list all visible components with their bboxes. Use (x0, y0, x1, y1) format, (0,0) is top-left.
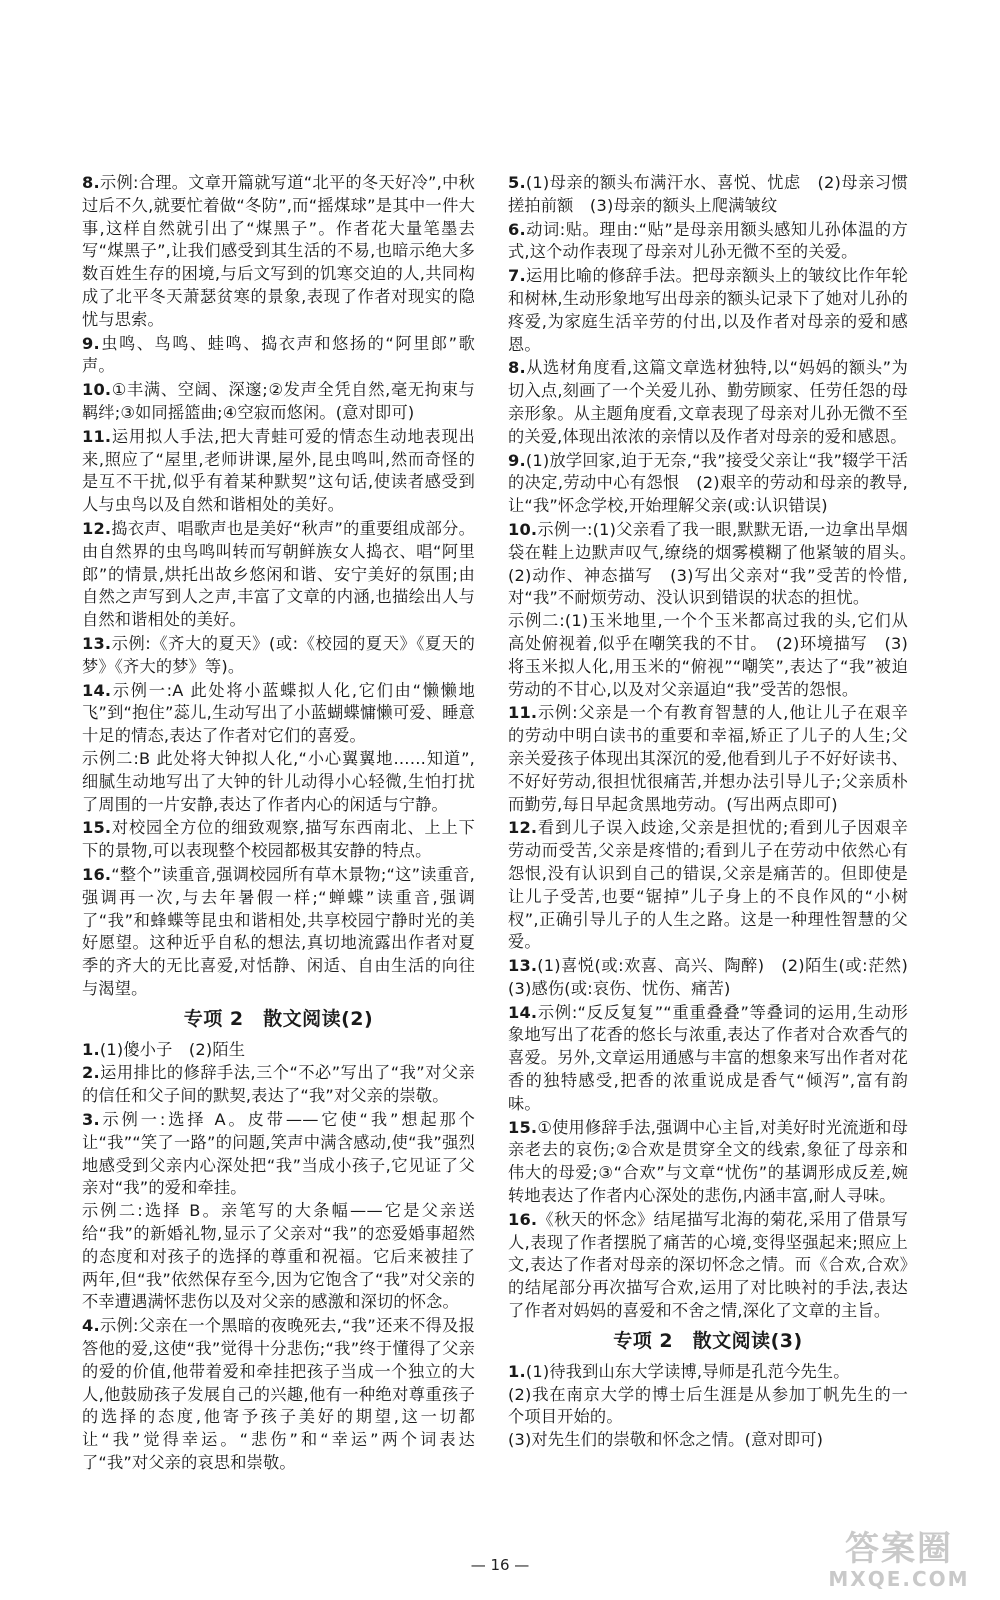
answer-text: 运用比喻的修辞手法。把母亲额头上的皱纹比作年轮和树林,生动形象地写出母亲的额头记录下了她对儿孙的疼爱,为家庭生活辛劳的付出,以及作者对母亲的爱和感恩。 (508, 266, 908, 354)
answer-sub-text: (2)我在南京大学的博士后生涯是从参加丁帆先生的一个项目开始的。 (508, 1384, 908, 1427)
answer-text: ①丰满、空阔、深邃;②发声全凭自然,毫无拘束与羁绊;③如同摇篮曲;④空寂而悠闲。(意对即可) (82, 380, 475, 422)
answer-sub-text: 示例二:选择 B。亲笔写的大条幅——它是父亲送给“我”的新婚礼物,显示了父亲对“我”的恋爱婚事超然的态度和对孩子的选择的尊重和祝福。它后来被挂了两年,但“我”依然保存至今,因为它饱含了“我”对父亲的不幸遭遇满怀悲伤以及对父亲的感激和深切的怀念。 (82, 1201, 475, 1312)
answer-item (82, 633, 475, 679)
answer-number: 7. (508, 266, 526, 286)
answer-text: (1)待我到山东大学读博,导师是孔范今先生。 (525, 1361, 850, 1381)
answer-text: (1)放学回家,迫于无奈,“我”接受父亲让“我”辍学干活的决定,劳动中心有怨恨 (2)艰辛的劳动和母亲的教导,让“我”怀念学校,开始理解父亲(或:认识错误) (508, 450, 908, 516)
answer-number: 14. (508, 1002, 538, 1022)
answer-text: 运用排比的修辞手法,三个“不必”写出了“我”对父亲的信任和父子间的默契,表达了“我”对父亲的崇敬。 (82, 1063, 475, 1106)
answer-text: ①使用修辞手法,强调中心主旨,对美好时光流逝和母亲老去的哀伤;②合欢是贯穿全文的线索,象征了母亲和伟大的母爱;③“合欢”与文章“忧伤”的基调形成反差,婉转地表达了作者内心深处的悲伤,内涵丰富,耐人寻味。 (508, 1117, 908, 1206)
page-number: — 16 — (470, 1556, 530, 1574)
answer-number: 9. (508, 450, 526, 470)
answer-number: 8. (82, 173, 100, 192)
answer-item (82, 817, 475, 863)
answer-text: 示例:父亲是一个有教育智慧的人,他让儿子在艰辛的劳动中明白读书的重要和幸福,矫正了儿子的人生;父亲关爱孩子体现出其深沉的爱,他看到儿子不好好读书、不好好劳动,很担忧很痛苦,并想办法引导儿子;父亲质朴而勤劳,每日早起贪黑地劳动。(写出两点即可) (508, 703, 908, 814)
answer-text: 动词:贴。理由:“贴”是母亲用额头感知儿孙体温的方式,这个动作表现了母亲对儿孙无微不至的关爱。 (508, 219, 908, 262)
answer-item (508, 219, 908, 265)
answer-item (82, 426, 475, 517)
answer-item (82, 379, 475, 425)
answer-text: 从选材角度看,这篇文章选材独特,以“妈妈的额头”为切入点,刻画了一个关爱儿孙、勤劳顾家、任劳任怨的母亲形象。从主题角度看,文章表现了母亲对儿孙无微不至的关爱,体现出浓浓的亲情以及作者对母亲的爱和感恩。 (508, 358, 908, 446)
site-watermark-logo (824, 1530, 974, 1592)
answer-text: 示例一:A 此处将小蓝蝶拟人化,它们由“懒懒地飞”到“抱住”蕊儿,生动写出了小蓝蝴蝶慵懒可爱、睡意十足的情态,表达了作者对它们的喜爱。 (82, 680, 475, 746)
answer-item (82, 864, 475, 1001)
answer-number: 10. (508, 519, 538, 539)
answer-text: (1)喜悦(或:欢喜、高兴、陶醉) (2)陌生(或:茫然) (3)感伤(或:哀伤、忧伤、痛苦) (508, 956, 925, 998)
answer-item (508, 955, 925, 1001)
answer-sub-text: (3)对先生们的崇敬和怀念之情。(意对即可) (508, 1430, 824, 1450)
answer-item (508, 519, 925, 701)
answer-text: 《秋天的怀念》结尾描写北海的菊花,采用了借景写人,表现了作者摆脱了痛苦的心境,变得坚强起来;照应上文,表达了作者对母亲的深切怀念之情。而《合欢,合欢》的结尾部分再次描写合欢,运用了对比映衬的手法,表达了作者对妈妈的喜爱和不舍之情,深化了文章的主旨。 (508, 1209, 908, 1321)
answer-item (82, 172, 475, 332)
right-answers-part-1 (508, 172, 925, 1323)
answer-number: 13. (508, 956, 538, 976)
answer-item (508, 265, 908, 356)
section-heading-3: 专项 2 散文阅读(3) (613, 1329, 803, 1352)
answer-item (508, 817, 908, 954)
right-column (508, 172, 925, 1453)
answer-number: 4. (82, 1316, 100, 1336)
answer-item (82, 518, 475, 632)
answer-number: 1. (508, 1361, 526, 1381)
answer-number: 16. (508, 1209, 538, 1229)
answer-number: 11. (82, 426, 112, 446)
answer-item (82, 680, 475, 817)
answer-text: 示例:合理。文章开篇就写道“北平的冬天好冷”,中秋过后不久,就要忙着做“冬防”,而“摇煤球”是其中一件大事,这样自然就引出了“煤黑子”。作者花大量笔墨去写“煤黑子”,让我们感受到其生活的不易,也暗示绝大多数百姓生存的困境,与后文写到的饥寒交迫的人,共同构成了北平冬天萧瑟贫寒的景象,表现了作者对现实的隐忧与思索。 (82, 173, 475, 329)
answer-text: 示例:《齐大的夏天》(或:《校园的夏天》《夏天的梦》《齐大的梦》等)。 (82, 633, 475, 676)
left-answers-part-1 (82, 172, 475, 1001)
answer-text: 捣衣声、唱歌声也是美好“秋声”的重要组成部分。由自然界的虫鸟鸣叫转而写朝鲜族女人捣衣、唱“阿里郎”的情景,烘托出故乡悠闲和谐、安宁美好的氛围;由自然之声写到人之声,丰富了文章的内涵,也描绘出人与自然和谐相处的美好。 (82, 518, 475, 630)
answer-item (82, 1062, 475, 1108)
answer-number: 13. (82, 633, 112, 653)
answer-text: 虫鸣、鸟鸣、蛙鸣、捣衣声和悠扬的“阿里郎”歌声。 (82, 333, 475, 376)
answer-text: 对校园全方位的细致观察,描写东西南北、上上下下的景物,可以表现整个校园都极其安静的特点。 (82, 818, 475, 861)
answer-text: 示例:“反反复复”“重重叠叠”等叠词的运用,生动形象地写出了花香的悠长与浓重,表达了作者对合欢香气的喜爱。另外,文章运用通感与丰富的想象来写出作者对花香的独特感受,把香的浓重说成是香气“倾泻”,富有韵味。 (508, 1002, 908, 1113)
left-column (82, 172, 475, 1476)
right-answers-part-2 (508, 1361, 908, 1452)
answer-text: 运用拟人手法,把大青蛙可爱的情态生动地表现出来,照应了“屋里,老师讲课,屋外,昆虫鸣叫,然而奇怪的是互不干扰,似乎有着某种默契”这句话,使读者感受到人与虫鸟以及自然和谐相处的美好。 (82, 426, 475, 515)
answer-text: 示例一:选择 A。皮带——它使“我”想起那个让“我”“笑了一路”的问题,笑声中满含感动,使“我”强烈地感受到父亲内心深处把“我”当成小孩子,它见证了父亲对“我”的爱和牵挂。 (82, 1110, 475, 1198)
answer-text: “整个”读重音,强调校园所有草木景物;“这”读重音,强调再一次,与去年暑假一样;“蝉蝶”读重音,强调了“我”和蜂蝶等昆虫和谐相处,共享校园宁静时光的美好愿望。这种近乎自私的想法,真切地流露出作者对夏季的齐大的无比喜爱,对恬静、闲适、自由生活的向往与渴望。 (82, 864, 475, 998)
answer-text: 示例:父亲在一个黑暗的夜晚死去,“我”还来不得及报答他的爱,这使“我”觉得十分悲伤;“我”终于懂得了父亲的爱的价值,他带着爱和牵挂把孩子当成一个独立的大人,他鼓励孩子发展自己的兴趣,他有一种绝对尊重孩子的选择的态度,他寄予孩子美好的期望,这一切都让“我”觉得幸运。“悲伤”和“幸运”两个词表达了“我”对父亲的哀思和崇敬。 (82, 1316, 475, 1473)
answer-item (82, 333, 475, 379)
section-heading-2: 专项 2 散文阅读(2) (183, 1007, 374, 1030)
answer-text: 看到儿子误入歧途,父亲是担忧的;看到儿子因艰辛劳动而受苦,父亲是疼惜的;看到儿子在劳动中依然心有怨恨,没有认识到自己的错误,父亲是痛苦的。但即使是让儿子受苦,也要“锯掉”儿子身上的不良作风的“小树杈”,正确引导儿子的人生之路。这是一种理性智慧的父爱。 (508, 818, 908, 952)
answer-text: 示例一:(1)父亲看了我一眼,默默无语,一边拿出旱烟袋在鞋上边默声叹气,缭绕的烟雾模糊了他紧皱的眉头。 (2)动作、神态描写 (3)写出父亲对“我”受苦的怜惜,对“我”不耐烦劳动、没认识到错误的状态的担忧。 (508, 519, 925, 608)
answer-item (508, 357, 908, 448)
answer-text: (1)傻小子 (2)陌生 (99, 1039, 246, 1059)
answer-number: 15. (82, 818, 112, 838)
answer-number: 1. (82, 1039, 100, 1059)
answer-number: 11. (508, 703, 538, 723)
left-answers-part-2 (82, 1039, 475, 1475)
answer-item (82, 1109, 475, 1314)
answer-number: 2. (82, 1063, 100, 1083)
answer-item (82, 1039, 475, 1062)
answer-item (508, 172, 908, 218)
answer-item (82, 1315, 475, 1475)
answer-number: 16. (82, 864, 112, 884)
answer-item (508, 450, 908, 518)
answer-number: 12. (82, 518, 112, 538)
answer-number: 3. (82, 1110, 100, 1130)
answer-number: 8. (508, 358, 526, 378)
answer-text: (1)母亲的额头布满汗水、喜悦、忧虑 (2)母亲习惯搓拍前额 (3)母亲的额头上爬满皱纹 (508, 173, 908, 215)
answer-number: 12. (508, 818, 538, 838)
answer-number: 6. (508, 219, 526, 239)
answer-number: 10. (82, 380, 112, 400)
watermark-logo-url: MXQE.COM (828, 1567, 970, 1591)
answer-number: 14. (82, 680, 112, 700)
answer-number: 5. (508, 173, 526, 192)
answer-item (508, 702, 908, 816)
watermark-logo-text: 答案圈 (845, 1529, 953, 1569)
answer-item (508, 1117, 908, 1208)
answer-number: 15. (508, 1117, 538, 1137)
answer-item (508, 1361, 908, 1452)
answer-item (508, 1002, 908, 1116)
answer-sub-text: 示例二:B 此处将大钟拟人化,“小心翼翼地……知道”,细腻生动地写出了大钟的针儿动得小心轻微,生怕打扰了周围的一片安静,表达了作者内心的闲适与宁静。 (82, 748, 475, 814)
answer-item (508, 1209, 908, 1323)
answer-sub-text: 示例二:(1)玉米地里,一个个玉米都高过我的头,它们从高处俯视着,似乎在嘲笑我的不甘。 (2)环境描写 (3)将玉米拟人化,用玉米的“俯视”“嘲笑”,表达了“我”被迫劳动的不甘心,以及对父亲逼迫“我”受苦的怨恨。 (508, 611, 908, 699)
answer-number: 9. (82, 333, 100, 353)
